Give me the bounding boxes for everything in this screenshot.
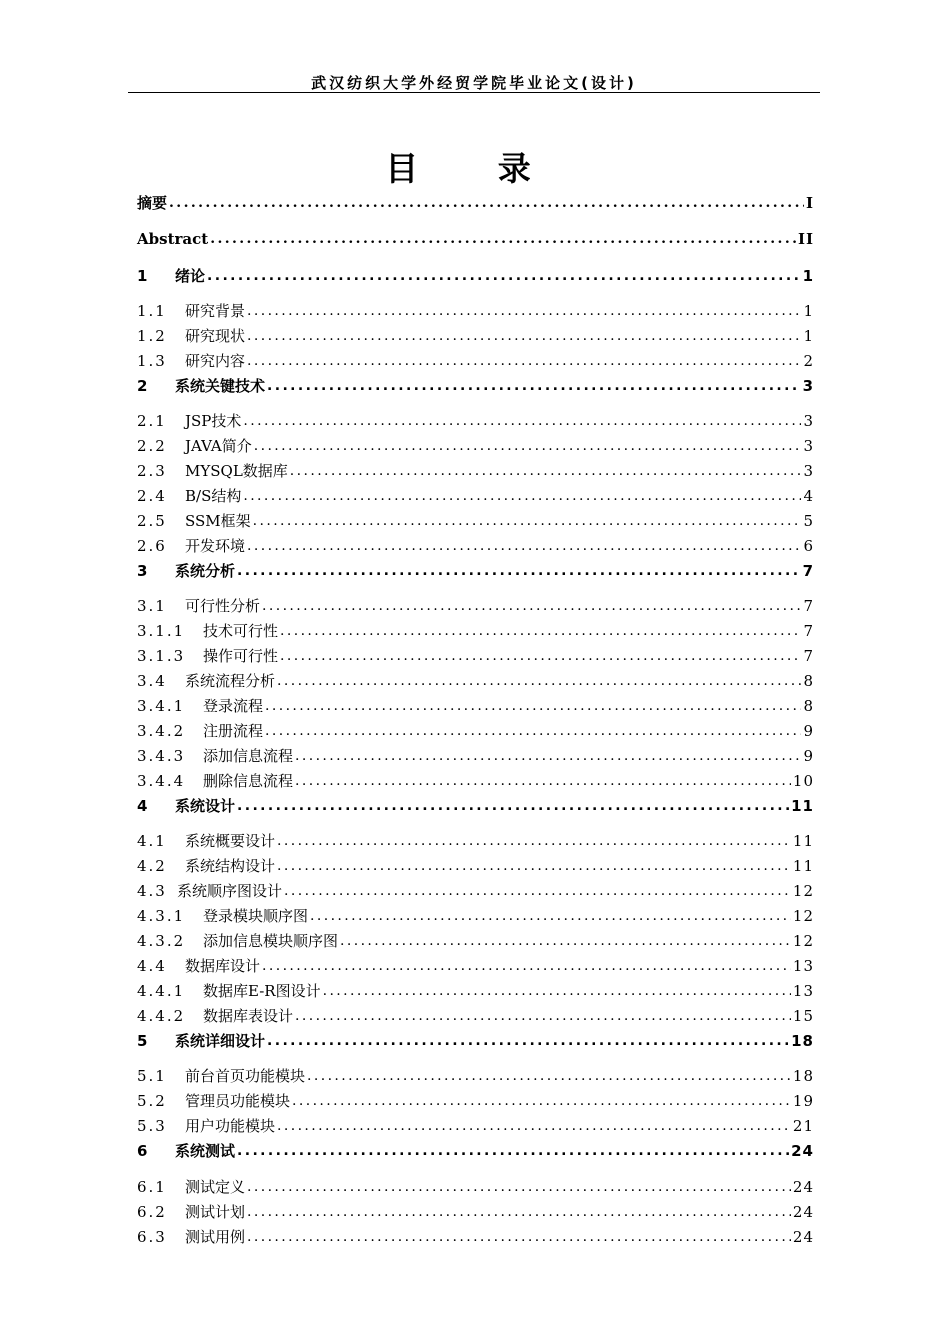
toc-entry[interactable]	[137, 485, 814, 507]
toc-entry-page: 11	[791, 797, 814, 815]
toc-entry[interactable]	[137, 435, 814, 457]
toc-entry-page: 10	[792, 772, 814, 790]
toc-entry[interactable]	[137, 745, 814, 767]
toc-entry[interactable]	[137, 1005, 814, 1027]
toc-entry-number: 2.5	[137, 512, 167, 530]
dot-leader	[267, 1030, 789, 1052]
toc-entry-number: 6.1	[137, 1178, 167, 1196]
dot-leader	[277, 1115, 791, 1137]
toc-entry-title: 系统流程分析	[185, 672, 276, 690]
toc-entry-title: 系统分析	[175, 562, 236, 580]
toc-entry[interactable]	[137, 1115, 814, 1137]
toc-entry[interactable]	[137, 325, 814, 347]
header-rule	[128, 92, 820, 93]
dot-leader	[237, 560, 801, 582]
toc-entry-title: 登录流程	[203, 697, 264, 715]
toc-entry-number: 2.6	[137, 537, 167, 555]
toc-entry-title: 用户功能模块	[185, 1117, 276, 1135]
toc-entry-number: 3.4	[137, 672, 167, 690]
toc-entry-page: 6	[803, 537, 814, 555]
toc-entry-title: JAVA简介	[185, 437, 252, 455]
toc-entry-title: SSM框架	[185, 512, 251, 530]
dot-leader	[247, 300, 801, 322]
toc-entry[interactable]	[137, 1090, 814, 1112]
toc-entry-page: 1	[803, 327, 814, 345]
running-header: 武汉纺织大学外经贸学院毕业论文(设计)	[311, 74, 637, 92]
dot-leader	[254, 435, 802, 457]
toc-entry-title: 测试用例	[185, 1228, 246, 1246]
dot-leader	[210, 228, 796, 250]
dot-leader	[267, 375, 801, 397]
dot-leader	[295, 770, 791, 792]
toc-entry-page: 24	[792, 1228, 814, 1246]
toc-entry[interactable]	[137, 1176, 814, 1198]
toc-entry-page: 1	[803, 302, 814, 320]
toc-entry-title: 系统测试	[175, 1142, 236, 1160]
dot-leader	[253, 510, 802, 532]
toc-entry-title: 系统结构设计	[185, 857, 276, 875]
toc-entry-title: 系统关键技术	[175, 377, 266, 395]
toc-entry-page: 2	[803, 352, 814, 370]
dot-leader	[284, 880, 791, 902]
toc-entry[interactable]	[137, 510, 814, 532]
dot-leader	[307, 1065, 791, 1087]
toc-entry[interactable]	[137, 720, 814, 742]
toc-entry[interactable]	[137, 770, 814, 792]
toc-entry-title: Abstract	[137, 230, 209, 248]
dot-leader	[243, 485, 801, 507]
toc-entry[interactable]	[137, 830, 814, 852]
toc-entry-page: 7	[802, 562, 814, 580]
dot-leader	[247, 1226, 791, 1248]
toc-entry[interactable]	[137, 535, 814, 557]
toc-entry[interactable]	[137, 1226, 814, 1248]
toc-entry-number: 3.4.2	[137, 722, 186, 740]
toc-entry-page: 3	[802, 377, 814, 395]
toc-entry[interactable]	[137, 880, 814, 902]
toc-entry[interactable]	[137, 460, 814, 482]
toc-entry-page: 4	[803, 487, 814, 505]
toc-entry-number: 4.3	[137, 882, 167, 900]
toc-entry[interactable]	[137, 1030, 814, 1052]
toc-entry[interactable]	[137, 955, 814, 977]
dot-leader	[340, 930, 791, 952]
dot-leader	[280, 645, 801, 667]
toc-entry-number: 2.4	[137, 487, 167, 505]
toc-entry-page: 9	[803, 722, 814, 740]
toc-entry-title: 前台首页功能模块	[185, 1067, 306, 1085]
dot-leader	[247, 325, 801, 347]
toc-entry-page: 13	[792, 982, 814, 1000]
toc-entry-title: 可行性分析	[185, 597, 261, 615]
toc-entry-number: 1	[137, 267, 148, 285]
toc-entry-title: 系统顺序图设计	[177, 882, 283, 900]
toc-entry-number: 3	[137, 562, 148, 580]
toc-entry-number: 4	[137, 797, 148, 815]
toc-entry[interactable]	[137, 228, 814, 250]
toc-entry-page: 15	[792, 1007, 814, 1025]
toc-entry-title: 数据库表设计	[203, 1007, 294, 1025]
toc-entry-page: 12	[792, 882, 814, 900]
toc-entry-page: II	[797, 230, 814, 248]
dot-leader	[277, 830, 791, 852]
dot-leader	[323, 980, 791, 1002]
toc-entry-page: 1	[802, 267, 814, 285]
dot-leader	[310, 905, 791, 927]
toc-entry-number: 3.1	[137, 597, 167, 615]
toc-entry-page: 7	[803, 647, 814, 665]
dot-leader	[265, 720, 801, 742]
toc-entry-title: 添加信息模块顺序图	[203, 932, 339, 950]
toc-entry-title: JSP技术	[185, 412, 242, 430]
toc-entry[interactable]	[137, 855, 814, 877]
toc-entry-title: 管理员功能模块	[185, 1092, 291, 1110]
toc-entry[interactable]	[137, 695, 814, 717]
dot-leader	[295, 745, 801, 767]
toc-entry[interactable]	[137, 620, 814, 642]
toc-entry[interactable]	[137, 795, 814, 817]
dot-leader	[247, 1176, 791, 1198]
toc-entry-title: 测试计划	[185, 1203, 246, 1221]
toc-entry-number: 4.3.2	[137, 932, 186, 950]
toc-entry[interactable]	[137, 410, 814, 432]
toc-entry[interactable]	[137, 375, 814, 397]
toc-entry[interactable]	[137, 300, 814, 322]
toc-entry-title: 绪论	[175, 267, 206, 285]
toc-entry[interactable]	[137, 350, 814, 372]
toc-entry-title: MYSQL数据库	[185, 462, 288, 480]
toc-entry-title: 研究内容	[185, 352, 246, 370]
toc-entry[interactable]	[137, 1140, 814, 1162]
toc-entry-page: 24	[792, 1178, 814, 1196]
toc-entry-page: 8	[803, 672, 814, 690]
toc-entry-number: 6	[137, 1142, 148, 1160]
toc-entry[interactable]	[137, 930, 814, 952]
toc-entry-page: 24	[792, 1203, 814, 1221]
toc-entry-number: 3.4.3	[137, 747, 186, 765]
toc-entry-title: 系统设计	[175, 797, 236, 815]
toc-entry-page: 3	[803, 412, 814, 430]
toc-entry[interactable]	[137, 645, 814, 667]
toc-entry-title: 系统概要设计	[185, 832, 276, 850]
toc-entry-number: 4.1	[137, 832, 167, 850]
toc-entry-title: 数据库E-R图设计	[203, 982, 321, 1000]
toc-entry-title: 登录模块顺序图	[203, 907, 309, 925]
dot-leader	[237, 1140, 789, 1162]
toc-entry-number: 5.2	[137, 1092, 167, 1110]
toc-entry-page: 18	[791, 1032, 814, 1050]
toc-entry-title: 摘要	[137, 194, 168, 212]
dot-leader	[277, 855, 791, 877]
toc-entry-number: 1.3	[137, 352, 167, 370]
toc-entry-title: 注册流程	[203, 722, 264, 740]
toc-entry[interactable]	[137, 560, 814, 582]
toc-entry-page: 13	[792, 957, 814, 975]
toc-entry-number: 2.1	[137, 412, 167, 430]
toc-entry-number: 1.1	[137, 302, 167, 320]
toc-entry-page: 9	[803, 747, 814, 765]
toc-entry-page: 11	[792, 832, 814, 850]
dot-leader	[247, 350, 801, 372]
toc-entry-page: 18	[792, 1067, 814, 1085]
dot-leader	[280, 620, 801, 642]
toc-entry-page: 11	[792, 857, 814, 875]
toc-entry-number: 5	[137, 1032, 148, 1050]
toc-entry[interactable]	[137, 670, 814, 692]
toc-entry-number: 4.2	[137, 857, 167, 875]
toc-entry[interactable]	[137, 1201, 814, 1223]
dot-leader	[247, 1201, 791, 1223]
toc-entry-page: 5	[803, 512, 814, 530]
toc-entry-page: 24	[791, 1142, 814, 1160]
dot-leader	[290, 460, 802, 482]
toc-entry-title: 数据库设计	[185, 957, 261, 975]
toc-entry-page: I	[805, 194, 814, 212]
toc-entry-number: 2.3	[137, 462, 167, 480]
dot-leader	[277, 670, 801, 692]
toc-entry-number: 6.2	[137, 1203, 167, 1221]
toc-entry-number: 4.3.1	[137, 907, 186, 925]
toc-entry-title: 研究背景	[185, 302, 246, 320]
toc-entry-page: 7	[803, 622, 814, 640]
toc-entry-number: 4.4	[137, 957, 167, 975]
toc-entry-number: 5.1	[137, 1067, 167, 1085]
toc-entry-page: 7	[803, 597, 814, 615]
dot-leader	[243, 410, 801, 432]
toc-entry[interactable]	[137, 980, 814, 1002]
dot-leader	[265, 695, 801, 717]
dot-leader	[169, 192, 804, 214]
toc-entry-number: 2.2	[137, 437, 167, 455]
toc-entry-title: 添加信息流程	[203, 747, 294, 765]
toc-entry-number: 3.4.4	[137, 772, 186, 790]
toc-entry-page: 3	[803, 462, 814, 480]
dot-leader	[292, 1090, 791, 1112]
toc-entry-number: 1.2	[137, 327, 167, 345]
toc-entry-title: 研究现状	[185, 327, 246, 345]
dot-leader	[207, 265, 801, 287]
toc-entry-page: 12	[792, 932, 814, 950]
toc-entry-title: B/S结构	[185, 487, 242, 505]
toc-entry-page: 12	[792, 907, 814, 925]
toc-entry-number: 4.4.2	[137, 1007, 186, 1025]
dot-leader	[295, 1005, 791, 1027]
toc-entry-number: 6.3	[137, 1228, 167, 1246]
toc-entry-title: 操作可行性	[203, 647, 279, 665]
toc-entry-title: 删除信息流程	[203, 772, 294, 790]
toc-entry-number: 3.1.1	[137, 622, 186, 640]
toc-entry-page: 8	[803, 697, 814, 715]
toc-entry-title: 技术可行性	[203, 622, 279, 640]
toc-entry-page: 21	[792, 1117, 814, 1135]
toc-entry[interactable]	[137, 1065, 814, 1087]
toc-entry-title: 测试定义	[185, 1178, 246, 1196]
toc-entry-number: 3.1.3	[137, 647, 186, 665]
toc-entry-page: 19	[792, 1092, 814, 1110]
toc-entry[interactable]	[137, 192, 814, 214]
toc-entry-number: 5.3	[137, 1117, 167, 1135]
toc-entry-number: 3.4.1	[137, 697, 186, 715]
toc-entry-number: 2	[137, 377, 148, 395]
dot-leader	[247, 535, 801, 557]
page-title: 目 录	[385, 149, 565, 188]
toc-entry-title: 系统详细设计	[175, 1032, 266, 1050]
toc-entry[interactable]	[137, 905, 814, 927]
toc-entry[interactable]	[137, 595, 814, 617]
dot-leader	[237, 795, 789, 817]
toc-entry-title: 开发环境	[185, 537, 246, 555]
dot-leader	[262, 595, 801, 617]
toc-entry-number: 4.4.1	[137, 982, 186, 1000]
toc-entry[interactable]	[137, 265, 814, 287]
toc-entry-page: 3	[803, 437, 814, 455]
dot-leader	[262, 955, 791, 977]
